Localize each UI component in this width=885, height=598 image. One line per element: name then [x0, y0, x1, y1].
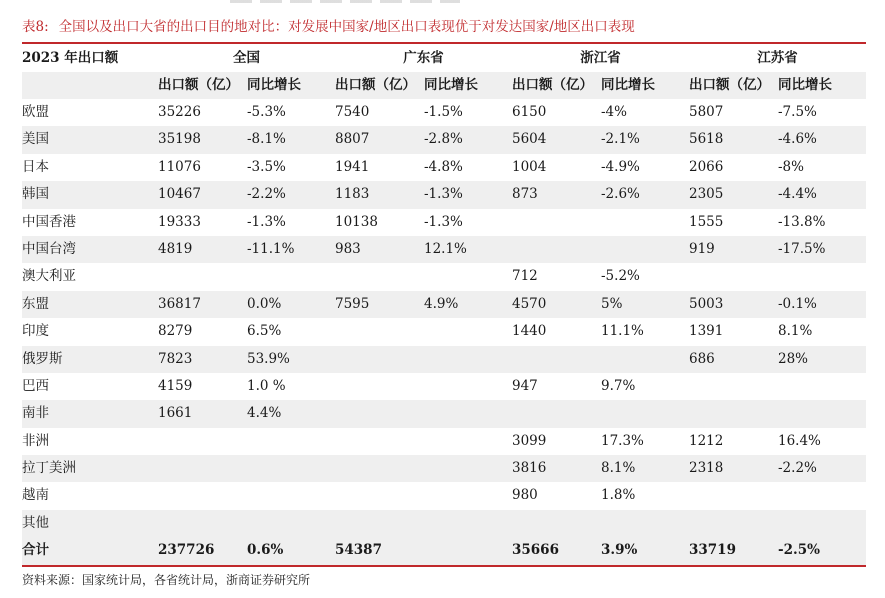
- table-cell: 4819: [158, 240, 193, 257]
- table-row: [22, 346, 866, 373]
- table-cell: 19333: [158, 213, 201, 230]
- table-row: [22, 400, 866, 427]
- total-cell: 33719: [689, 542, 736, 559]
- total-label: 合计: [22, 542, 49, 559]
- table-cell: 3816: [512, 460, 547, 477]
- table-cell: 1440: [512, 323, 547, 340]
- table-cell: 2305: [689, 186, 724, 203]
- table-cell: 53.9%: [247, 350, 290, 367]
- sub-header: 出口额（亿）: [512, 77, 593, 93]
- row-label: 拉丁美洲: [22, 460, 76, 477]
- table-cell: -13.8%: [778, 213, 826, 230]
- table-cell: 980: [512, 487, 538, 504]
- table-row: [22, 510, 866, 537]
- table-cell: 4570: [512, 295, 547, 312]
- group-header-jiangsu: 江苏省: [757, 50, 798, 66]
- table-cell: 1391: [689, 323, 724, 340]
- table-cell: -7.5%: [778, 104, 817, 120]
- table-cell: -2.8%: [424, 131, 463, 148]
- table-cell: -1.3%: [424, 186, 463, 203]
- row-label: 巴西: [22, 377, 49, 394]
- table-cell: 2066: [689, 158, 724, 175]
- table-cell: 7595: [335, 295, 370, 312]
- table-cell: 4159: [158, 377, 193, 394]
- group-header-national: 全国: [233, 50, 260, 66]
- table-cell: 8279: [158, 323, 193, 340]
- table-cell: 28%: [778, 350, 809, 367]
- sub-header: 同比增长: [601, 77, 655, 93]
- table-cell: 5604: [512, 131, 547, 148]
- table-cell: 16.4%: [778, 432, 821, 449]
- table-cell: 10138: [335, 213, 378, 230]
- table-cell: 919: [689, 240, 715, 257]
- sub-header: 同比增长: [424, 77, 478, 93]
- table-cell: 8.1%: [778, 323, 813, 340]
- sub-header: 出口额（亿）: [158, 77, 239, 93]
- table-cell: 36817: [158, 295, 201, 312]
- table-cell: -2.2%: [247, 186, 286, 203]
- table-row: [22, 291, 866, 318]
- table-cell: 11.1%: [601, 323, 644, 340]
- row-label: 日本: [22, 158, 49, 175]
- table-cell: 4.4%: [247, 405, 282, 422]
- total-cell: 0.6%: [247, 542, 284, 559]
- row-label: 韩国: [22, 186, 49, 203]
- table-cell: -1.3%: [424, 213, 463, 230]
- table-body: [22, 99, 866, 537]
- table-cell: 873: [512, 186, 538, 203]
- row-label: 欧盟: [22, 104, 49, 120]
- clipped-header-remnant: [230, 0, 460, 3]
- table-cell: 3099: [512, 432, 547, 449]
- row-label: 澳大利亚: [22, 268, 76, 285]
- table-cell: -2.6%: [601, 186, 640, 203]
- table-row: [22, 126, 866, 153]
- row-label: 美国: [22, 131, 49, 148]
- table-title: 全国以及出口大省的出口目的地对比：对发展中国家/地区出口表现优于对发达国家/地区出口表现: [58, 19, 635, 35]
- source-note: 资料来源：国家统计局，各省统计局，浙商证券研究所: [22, 573, 311, 587]
- table-row: [22, 455, 866, 482]
- table-cell: 35198: [158, 131, 201, 148]
- table-cell: 983: [335, 240, 361, 257]
- export-destination-table: [22, 42, 866, 567]
- table-cell: 1004: [512, 158, 547, 175]
- corner-header: 2023 年出口额: [22, 50, 119, 66]
- table-row: [22, 318, 866, 345]
- table-cell: -2.1%: [601, 131, 640, 148]
- total-cell: 3.9%: [601, 542, 638, 559]
- table-cell: 712: [512, 268, 538, 285]
- table-row: [22, 373, 866, 400]
- table-cell: -4%: [601, 104, 627, 120]
- table-cell: -0.1%: [778, 295, 817, 312]
- table-cell: 1212: [689, 432, 724, 449]
- sub-header: 出口额（亿）: [689, 77, 770, 93]
- total-cell: -2.5%: [778, 542, 820, 559]
- total-cell: 54387: [335, 542, 382, 559]
- table-cell: -4.8%: [424, 158, 463, 175]
- table-cell: -17.5%: [778, 240, 826, 257]
- table-cell: -8%: [778, 158, 804, 175]
- row-label: 南非: [22, 405, 49, 422]
- row-label: 其他: [22, 514, 49, 531]
- table-cell: -4.9%: [601, 158, 640, 175]
- table-cell: 11076: [158, 158, 201, 175]
- table-cell: 4.9%: [424, 295, 459, 312]
- table-cell: 7823: [158, 350, 193, 367]
- table-cell: -11.1%: [247, 240, 295, 257]
- row-label: 中国台湾: [22, 240, 76, 257]
- table-cell: 12.1%: [424, 240, 467, 257]
- table-cell: 2318: [689, 460, 724, 477]
- table-cell: 8807: [335, 131, 370, 148]
- table-cell: 0.0%: [247, 295, 282, 312]
- table-cell: -5.3%: [247, 104, 286, 120]
- table-cell: 5618: [689, 131, 724, 148]
- row-label: 印度: [22, 323, 49, 340]
- table-cell: 8.1%: [601, 460, 636, 477]
- table-cell: 9.7%: [601, 377, 636, 394]
- table-cell: -3.5%: [247, 158, 286, 175]
- table-cell: -1.3%: [247, 213, 286, 230]
- table-caption: [22, 17, 635, 37]
- row-label: 东盟: [22, 295, 49, 312]
- total-cell: 237726: [158, 542, 215, 559]
- table-row: [22, 236, 866, 263]
- table-cell: 1661: [158, 405, 193, 422]
- table-row: [22, 209, 866, 236]
- table-number: 表8:: [22, 19, 49, 35]
- table-cell: -4.6%: [778, 131, 817, 148]
- table-row: [22, 99, 866, 126]
- table-cell: -5.2%: [601, 268, 640, 285]
- group-header-row: [22, 44, 866, 72]
- table-cell: 1555: [689, 213, 724, 230]
- total-cell: 35666: [512, 542, 559, 559]
- table-cell: 5%: [601, 295, 623, 312]
- sub-header: 出口额（亿）: [335, 77, 416, 93]
- row-label: 中国香港: [22, 213, 76, 230]
- table-row: [22, 263, 866, 290]
- table-cell: 5807: [689, 104, 724, 120]
- group-header-guangdong: 广东省: [403, 50, 444, 66]
- table-cell: 1183: [335, 186, 370, 203]
- group-header-zhejiang: 浙江省: [580, 50, 621, 66]
- table-cell: 947: [512, 377, 538, 394]
- row-label: 越南: [22, 487, 49, 504]
- table-cell: 5003: [689, 295, 724, 312]
- table-cell: 686: [689, 350, 715, 367]
- table-cell: -8.1%: [247, 131, 286, 148]
- table-row: [22, 154, 866, 181]
- row-label: 俄罗斯: [22, 350, 63, 367]
- table-cell: 7540: [335, 104, 370, 120]
- row-label: 非洲: [22, 432, 49, 449]
- table-row: [22, 428, 866, 455]
- sub-header-row: [22, 72, 866, 99]
- table-cell: -4.4%: [778, 186, 817, 203]
- table-bottom-rule: [22, 565, 866, 567]
- table-cell: -2.2%: [778, 460, 817, 477]
- table-cell: 6150: [512, 104, 547, 120]
- table-cell: 1.8%: [601, 487, 636, 504]
- table-row: [22, 482, 866, 509]
- sub-header: 同比增长: [778, 77, 832, 93]
- table-cell: 1941: [335, 158, 370, 175]
- table-cell: 1.0 %: [247, 377, 286, 394]
- sub-header: 同比增长: [247, 77, 301, 93]
- total-row: [22, 537, 866, 564]
- table-cell: 6.5%: [247, 323, 282, 340]
- table-cell: 35226: [158, 104, 201, 120]
- table-cell: 10467: [158, 186, 201, 203]
- table-row: [22, 181, 866, 208]
- table-cell: -1.5%: [424, 104, 463, 120]
- table-cell: 17.3%: [601, 432, 644, 449]
